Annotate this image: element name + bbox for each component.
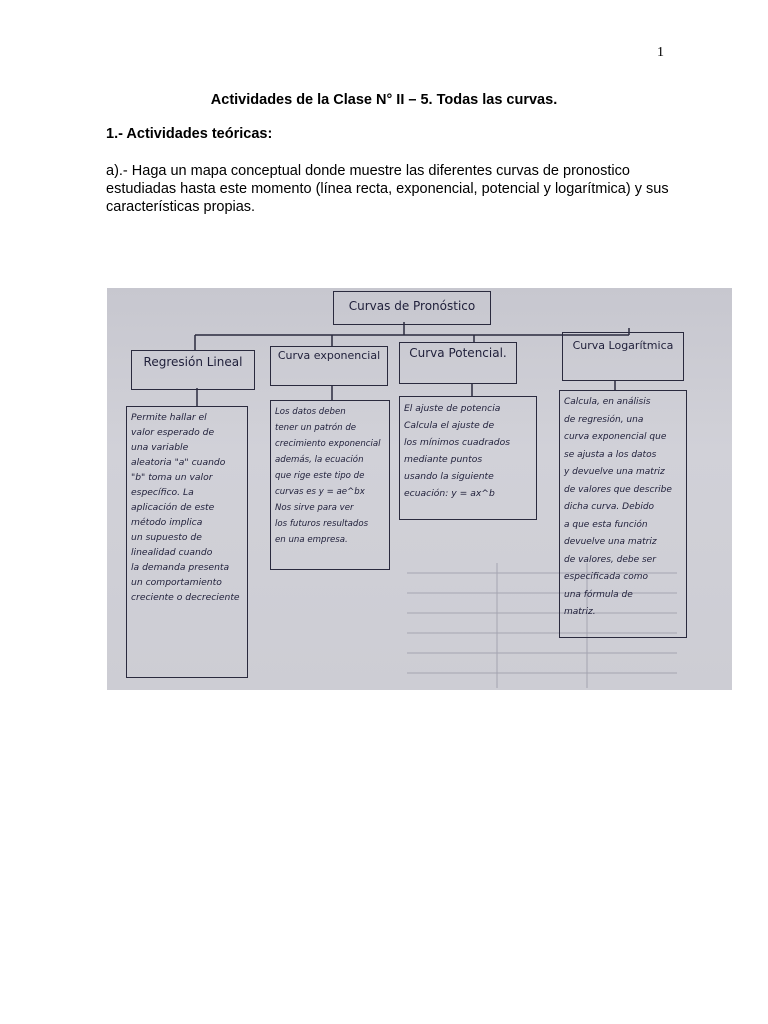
activity-instructions: a).- Haga un mapa conceptual donde muestre las diferentes curvas de pronostico estudiadas hasta este momento (línea recta, exponencial, potencial y logarítmica) y sus características propias. xyxy=(106,163,669,215)
branch-regresion-lineal-text-box xyxy=(126,406,248,678)
concept-map-root xyxy=(333,291,491,325)
branch-title: Curva exponencial xyxy=(277,349,381,362)
branch-description: Los datos deben tener un patrón de crecimiento exponencial además, la ecuación que rige este tipo de curvas es y = ae^bx Nos sirve para ver los futuros resultados en una empresa. xyxy=(275,407,381,545)
branch-regresion-lineal-title-box xyxy=(131,350,255,390)
concept-map-photo xyxy=(107,288,732,690)
root-label: Curvas de Pronóstico xyxy=(348,299,476,313)
branch-description: Permite hallar el valor esperado de una variable aleatoria "a" cuando "b" toma un valor específico. La aplicación de este método implica un supuesto de linealidad cuando la demanda presenta un comportamiento creciente o decreciente xyxy=(131,412,240,603)
branch-title: Regresión Lineal xyxy=(143,355,243,369)
branch-curva-potencial-title-box xyxy=(399,342,517,384)
branch-curva-potencial-text-box xyxy=(399,396,537,520)
branch-description: Calcula, en análisis de regresión, una curva exponencial que se ajusta a los datos y devuelve una matriz de valores que describe dicha curva. Debido a que esta función devuelve una matriz de valores, debe ser especificada como una fórmula de matriz. xyxy=(564,397,672,617)
page-number: 1 xyxy=(657,45,664,60)
branch-curva-exponencial-title-box xyxy=(270,346,388,386)
document-title: Actividades de la Clase N° II – 5. Todas las curvas. xyxy=(210,92,558,108)
branch-title: Curva Logarítmica xyxy=(572,339,674,352)
branch-curva-exponencial-text-box xyxy=(270,400,390,570)
branch-curva-logaritmica-text-box xyxy=(559,390,687,638)
section-heading: 1.- Actividades teóricas: xyxy=(106,126,273,142)
branch-curva-logaritmica-title-box xyxy=(562,332,684,381)
branch-title: Curva Potencial. xyxy=(409,346,507,360)
branch-description: El ajuste de potencia Calcula el ajuste de los mínimos cuadrados mediante puntos usando la siguiente ecuación: y = ax^b xyxy=(404,403,511,499)
